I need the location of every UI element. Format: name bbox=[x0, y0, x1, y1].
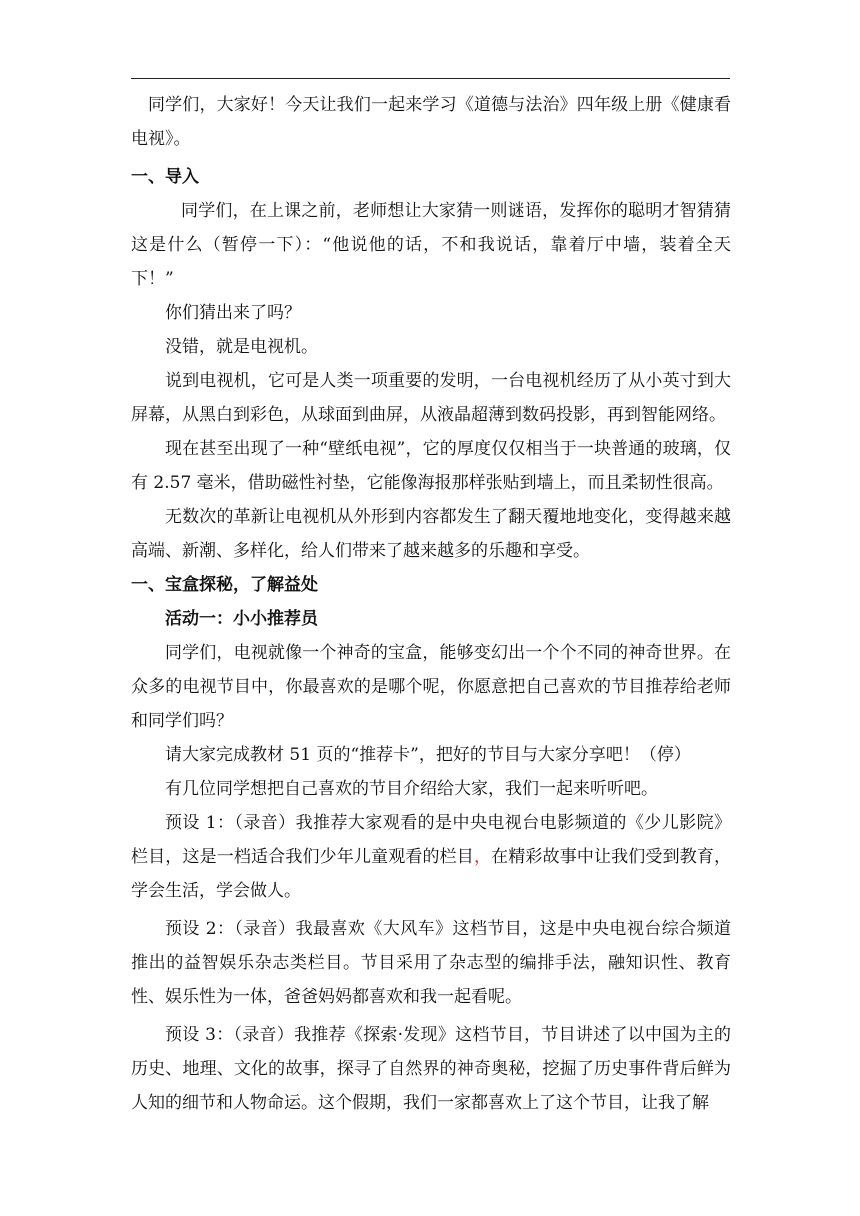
paragraph-answer: 没错，就是电视机。 bbox=[165, 337, 318, 357]
paragraph-recommend-card: 请大家完成教材 51 页的“推荐卡”，把好的节目与大家分享吧！（停） bbox=[165, 745, 691, 765]
paragraph-preset-2: 预设 2：（录音）我最喜欢《大风车》这档节目，这是中央电视台综合频道推出的益智娱乐杂志类栏目。节目采用了杂志型的编排手法，融知识性、教育性、娱乐性为一体，爸爸妈妈都喜欢和我一起看呢。 bbox=[131, 919, 731, 1007]
paragraph-listen: 有几位同学想把自己喜欢的节目介绍给大家，我们一起来听听吧。 bbox=[165, 779, 658, 799]
intro-paragraph: 同学们，大家好！今天让我们一起来学习《道德与法治》四年级上册《健康看电视》。 bbox=[131, 95, 731, 149]
section-heading-intro: 一、导入 bbox=[131, 167, 199, 187]
section-heading-treasure: 一、宝盒探秘，了解益处 bbox=[131, 575, 318, 595]
paragraph-guess: 你们猜出来了吗？ bbox=[165, 303, 301, 323]
paragraph-preset-1 bbox=[131, 806, 731, 908]
document-body bbox=[131, 88, 731, 1120]
preset-1-text-end: 在精彩故事中让我们受到教育，学会生活，学会做人。 bbox=[131, 847, 732, 901]
paragraph-preset-3: 预设 3：（录音）我推荐《探索·发现》这档节目，节目讲述了以中国为主的历史、地理、文化的故事，探寻了自然界的神奇奥秘，挖掘了历史事件背后鲜为人知的细节和人物命运。这个假期，我们一家都喜欢上了这个节目，让我了解 bbox=[131, 1025, 731, 1113]
header-rule bbox=[131, 78, 730, 79]
paragraph-tv-history: 说到电视机，它可是人类一项重要的发明，一台电视机经历了从小英寸到大屏幕，从黑白到彩色，从球面到曲屏，从液晶超薄到数码投影，再到智能网络。 bbox=[131, 371, 731, 425]
paragraph-riddle: 同学们，在上课之前，老师想让大家猜一则谜语，发挥你的聪明才智猜猜这是什么（暂停一下）：“他说他的话，不和我说话，靠着厅中墙，装着全天下！” bbox=[131, 201, 731, 289]
paragraph-treasure-box: 同学们，电视就像一个神奇的宝盒，能够变幻出一个个不同的神奇世界。在众多的电视节目中，你最喜欢的是哪个呢，你愿意把自己喜欢的节目推荐给老师和同学们吗？ bbox=[131, 643, 731, 731]
activity-heading: 活动一：小小推荐员 bbox=[165, 609, 318, 629]
paragraph-wallpaper-tv: 现在甚至出现了一种“壁纸电视”，它的厚度仅仅相当于一块普通的玻璃，仅有 2.57 毫米，借助磁性衬垫，它能像海报那样张贴到墙上，而且柔韧性很高。 bbox=[131, 439, 731, 493]
preset-1-red-comma: ， bbox=[473, 847, 492, 867]
preset-1-text: 预设 1：（录音）我推荐大家观看的是中央电视台电影频道的《少儿影院》栏目，这是一档适合我们少年儿童观看的栏目 bbox=[131, 813, 731, 867]
paragraph-innovation: 无数次的革新让电视机从外形到内容都发生了翻天覆地地变化，变得越来越高端、新潮、多样化，给人们带来了越来越多的乐趣和享受。 bbox=[131, 507, 731, 561]
